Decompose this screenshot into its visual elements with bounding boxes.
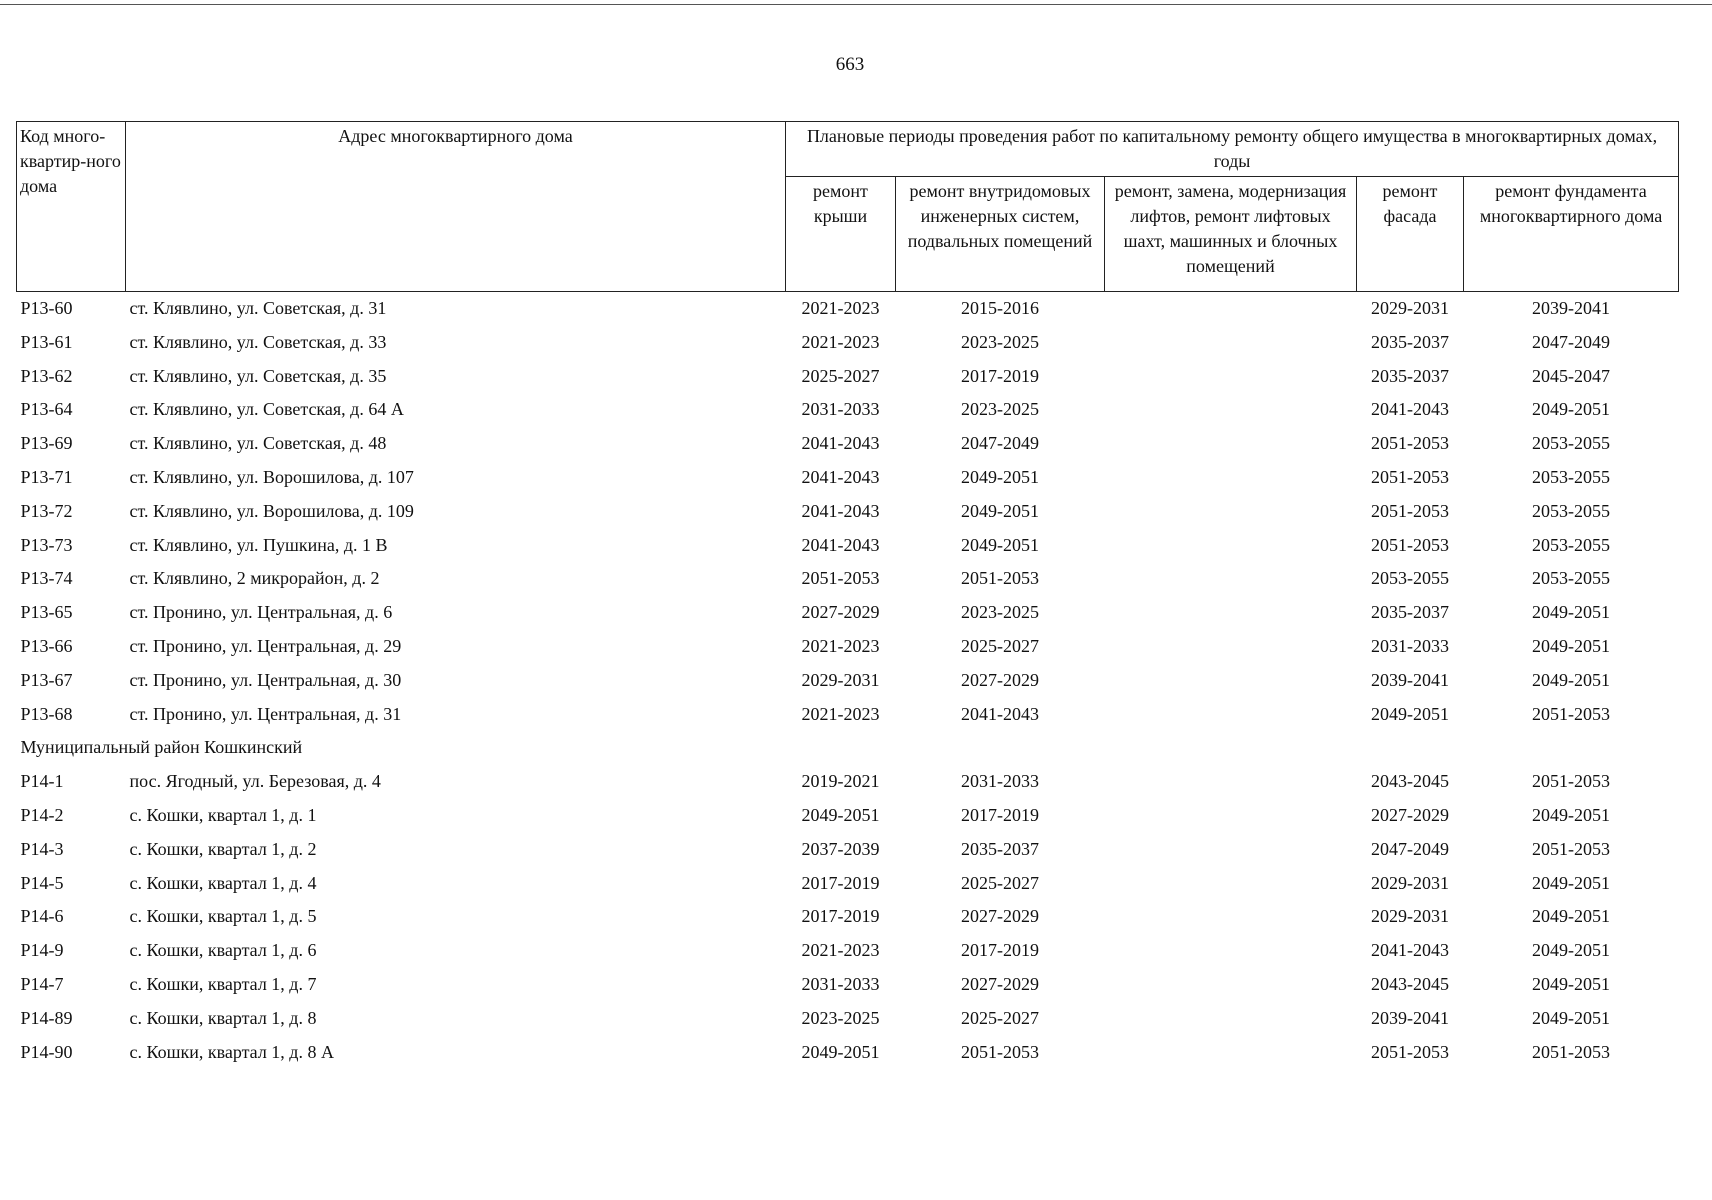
facade-period-cell: 2035-2037 (1371, 331, 1449, 352)
district-row (17, 731, 1679, 765)
header-roof: ремонт крыши (786, 177, 896, 292)
repair-schedule-table (16, 121, 1679, 1069)
table-row (17, 765, 1679, 799)
code-cell: Р14-3 (20, 838, 64, 859)
roof-period-cell: 2021-2023 (801, 703, 880, 724)
lifts-period-cell (1105, 867, 1357, 901)
address-cell: ст. Клявлино, ул. Советская, д. 48 (129, 433, 387, 454)
address-cell: с. Кошки, квартал 1, д. 8 (129, 1007, 317, 1028)
table-row (17, 698, 1679, 732)
systems-period-cell: 2051-2053 (961, 568, 1039, 589)
address-cell: ст. Пронино, ул. Центральная, д. 6 (129, 602, 393, 623)
foundation-period-cell: 2051-2053 (1532, 1041, 1611, 1062)
foundation-period-cell: 2053-2055 (1532, 500, 1611, 521)
lifts-period-cell (1105, 698, 1357, 732)
roof-period-cell: 2049-2051 (801, 804, 880, 825)
roof-period-cell: 2041-2043 (801, 534, 880, 555)
roof-period-cell: 2041-2043 (801, 466, 880, 487)
facade-period-cell: 2051-2053 (1371, 466, 1449, 487)
facade-period-cell: 2029-2031 (1371, 298, 1449, 318)
code-cell: Р13-68 (20, 703, 73, 724)
code-cell: Р14-7 (20, 973, 64, 994)
foundation-period-cell: 2053-2055 (1532, 568, 1611, 589)
systems-period-cell: 2035-2037 (961, 838, 1039, 859)
lifts-period-cell (1105, 630, 1357, 664)
lifts-period-cell (1105, 833, 1357, 867)
roof-period-cell: 2017-2019 (801, 906, 880, 927)
address-cell: ст. Клявлино, ул. Советская, д. 35 (129, 365, 387, 386)
systems-period-cell: 2023-2025 (961, 399, 1039, 420)
systems-period-cell: 2023-2025 (961, 602, 1039, 623)
systems-period-cell: 2047-2049 (961, 433, 1039, 454)
systems-period-cell: 2025-2027 (961, 1007, 1039, 1028)
code-cell: Р13-72 (20, 500, 73, 521)
lifts-period-cell (1105, 596, 1357, 630)
code-cell: Р13-65 (20, 602, 73, 623)
roof-period-cell: 2041-2043 (801, 433, 880, 454)
foundation-period-cell: 2039-2041 (1532, 298, 1611, 318)
address-cell: с. Кошки, квартал 1, д. 7 (129, 973, 317, 994)
systems-period-cell: 2031-2033 (961, 771, 1039, 792)
table-row (17, 326, 1679, 360)
header-planned-periods: Плановые периоды проведения работ по капитальному ремонту общего имущества в многоквартирных домах, годы (786, 122, 1679, 177)
facade-period-cell: 2029-2031 (1371, 872, 1449, 893)
systems-period-cell: 2027-2029 (961, 973, 1039, 994)
address-cell: ст. Клявлино, ул. Ворошилова, д. 107 (129, 466, 414, 487)
systems-period-cell: 2023-2025 (961, 331, 1039, 352)
table-row (17, 596, 1679, 630)
roof-period-cell: 2019-2021 (801, 771, 880, 792)
address-cell: ст. Клявлино, ул. Советская, д. 64 А (129, 399, 404, 420)
foundation-period-cell: 2053-2055 (1532, 534, 1611, 555)
table-row (17, 562, 1679, 596)
address-cell: ст. Клявлино, ул. Ворошилова, д. 109 (129, 500, 414, 521)
table-header (17, 122, 1679, 292)
foundation-period-cell: 2053-2055 (1532, 433, 1611, 454)
lifts-period-cell (1105, 1002, 1357, 1036)
systems-period-cell: 2049-2051 (961, 534, 1039, 555)
systems-period-cell: 2017-2019 (961, 365, 1039, 386)
facade-period-cell: 2043-2045 (1371, 973, 1449, 994)
facade-period-cell: 2035-2037 (1371, 602, 1449, 623)
table-row (17, 1036, 1679, 1070)
systems-period-cell: 2017-2019 (961, 804, 1039, 825)
roof-period-cell: 2027-2029 (801, 602, 880, 623)
lifts-period-cell (1105, 326, 1357, 360)
table-row (17, 900, 1679, 934)
code-cell: Р13-66 (20, 635, 73, 656)
lifts-period-cell (1105, 427, 1357, 461)
lifts-period-cell (1105, 495, 1357, 529)
systems-period-cell: 2027-2029 (961, 669, 1039, 690)
table-row (17, 427, 1679, 461)
code-cell: Р13-74 (20, 568, 73, 589)
code-cell: Р13-69 (20, 433, 73, 454)
table-row (17, 799, 1679, 833)
facade-period-cell: 2039-2041 (1371, 1007, 1449, 1028)
code-cell: Р14-90 (20, 1041, 73, 1062)
code-cell: Р13-64 (20, 399, 73, 420)
header-address: Адрес многоквартирного дома (126, 122, 786, 292)
code-cell: Р14-5 (20, 872, 64, 893)
systems-period-cell: 2027-2029 (961, 906, 1039, 927)
roof-period-cell: 2031-2033 (801, 399, 880, 420)
table-row (17, 461, 1679, 495)
table-row (17, 934, 1679, 968)
foundation-period-cell: 2049-2051 (1532, 906, 1611, 927)
header-code: Код много-квартир-ного дома (17, 122, 126, 292)
roof-period-cell: 2021-2023 (801, 635, 880, 656)
foundation-period-cell: 2049-2051 (1532, 1007, 1611, 1028)
table-row (17, 867, 1679, 901)
address-cell: ст. Клявлино, ул. Советская, д. 33 (129, 331, 387, 352)
facade-period-cell: 2051-2053 (1371, 534, 1449, 555)
district-name: Муниципальный район Кошкинский (20, 737, 303, 758)
code-cell: Р13-71 (20, 466, 73, 487)
foundation-period-cell: 2051-2053 (1532, 703, 1611, 724)
roof-period-cell: 2021-2023 (801, 940, 880, 961)
address-cell: ст. Клявлино, 2 микрорайон, д. 2 (129, 568, 380, 589)
lifts-period-cell (1105, 1036, 1357, 1070)
address-cell: ст. Пронино, ул. Центральная, д. 31 (129, 703, 402, 724)
table-body (17, 292, 1679, 1070)
roof-period-cell: 2029-2031 (801, 669, 880, 690)
lifts-period-cell (1105, 664, 1357, 698)
systems-period-cell: 2049-2051 (961, 466, 1039, 487)
header-systems: ремонт внутридомовых инженерных систем, подвальных помещений (896, 177, 1105, 292)
lifts-period-cell (1105, 799, 1357, 833)
address-cell: ст. Пронино, ул. Центральная, д. 30 (129, 669, 402, 690)
code-cell: Р13-73 (20, 534, 73, 555)
roof-period-cell: 2041-2043 (801, 500, 880, 521)
foundation-period-cell: 2049-2051 (1532, 973, 1611, 994)
address-cell: пос. Ягодный, ул. Березовая, д. 4 (129, 771, 381, 792)
address-cell: с. Кошки, квартал 1, д. 6 (129, 940, 317, 961)
facade-period-cell: 2051-2053 (1371, 500, 1449, 521)
address-cell: с. Кошки, квартал 1, д. 4 (129, 872, 317, 893)
lifts-period-cell (1105, 360, 1357, 394)
address-cell: ст. Клявлино, ул. Советская, д. 31 (129, 298, 387, 318)
roof-period-cell: 2025-2027 (801, 365, 880, 386)
foundation-period-cell: 2045-2047 (1532, 365, 1611, 386)
page-top-rule (0, 4, 1712, 5)
code-cell: Р14-9 (20, 940, 64, 961)
code-cell: Р14-89 (20, 1007, 73, 1028)
roof-period-cell: 2023-2025 (801, 1007, 880, 1028)
foundation-period-cell: 2049-2051 (1532, 940, 1611, 961)
systems-period-cell: 2041-2043 (961, 703, 1039, 724)
systems-period-cell: 2049-2051 (961, 500, 1039, 521)
facade-period-cell: 2053-2055 (1371, 568, 1449, 589)
address-cell: с. Кошки, квартал 1, д. 5 (129, 906, 317, 927)
table-row (17, 968, 1679, 1002)
header-lifts: ремонт, замена, модернизация лифтов, ремонт лифтовых шахт, машинных и блочных помещений (1105, 177, 1357, 292)
foundation-period-cell: 2047-2049 (1532, 331, 1611, 352)
foundation-period-cell: 2049-2051 (1532, 635, 1611, 656)
roof-period-cell: 2021-2023 (801, 298, 880, 318)
table-row (17, 630, 1679, 664)
facade-period-cell: 2047-2049 (1371, 838, 1449, 859)
address-cell: ст. Пронино, ул. Центральная, д. 29 (129, 635, 402, 656)
address-cell: с. Кошки, квартал 1, д. 8 А (129, 1041, 334, 1062)
lifts-period-cell (1105, 292, 1357, 326)
lifts-period-cell (1105, 529, 1357, 563)
facade-period-cell: 2039-2041 (1371, 669, 1449, 690)
table-row (17, 664, 1679, 698)
systems-period-cell: 2025-2027 (961, 635, 1039, 656)
table-row (17, 393, 1679, 427)
facade-period-cell: 2041-2043 (1371, 940, 1449, 961)
lifts-period-cell (1105, 765, 1357, 799)
lifts-period-cell (1105, 461, 1357, 495)
code-cell: Р13-61 (20, 331, 73, 352)
systems-period-cell: 2015-2016 (961, 298, 1039, 318)
lifts-period-cell (1105, 562, 1357, 596)
roof-period-cell: 2037-2039 (801, 838, 880, 859)
table-row (17, 292, 1679, 326)
code-cell: Р14-1 (20, 771, 64, 792)
facade-period-cell: 2027-2029 (1371, 804, 1449, 825)
table-row (17, 360, 1679, 394)
roof-period-cell: 2049-2051 (801, 1041, 880, 1062)
table-row (17, 495, 1679, 529)
lifts-period-cell (1105, 968, 1357, 1002)
systems-period-cell: 2051-2053 (961, 1041, 1039, 1062)
foundation-period-cell: 2053-2055 (1532, 466, 1611, 487)
facade-period-cell: 2043-2045 (1371, 771, 1449, 792)
roof-period-cell: 2021-2023 (801, 331, 880, 352)
facade-period-cell: 2041-2043 (1371, 399, 1449, 420)
header-facade: ремонт фасада (1357, 177, 1464, 292)
foundation-period-cell: 2049-2051 (1532, 669, 1611, 690)
facade-period-cell: 2031-2033 (1371, 635, 1449, 656)
foundation-period-cell: 2049-2051 (1532, 399, 1611, 420)
facade-period-cell: 2051-2053 (1371, 433, 1449, 454)
code-cell: Р13-67 (20, 669, 73, 690)
foundation-period-cell: 2049-2051 (1532, 872, 1611, 893)
facade-period-cell: 2035-2037 (1371, 365, 1449, 386)
document-sheet (16, 121, 1678, 1069)
facade-period-cell: 2029-2031 (1371, 906, 1449, 927)
table-row (17, 833, 1679, 867)
facade-period-cell: 2049-2051 (1371, 703, 1449, 724)
foundation-period-cell: 2051-2053 (1532, 771, 1611, 792)
roof-period-cell: 2051-2053 (801, 568, 880, 589)
facade-period-cell: 2051-2053 (1371, 1041, 1449, 1062)
systems-period-cell: 2025-2027 (961, 872, 1039, 893)
foundation-period-cell: 2049-2051 (1532, 602, 1611, 623)
code-cell: Р14-2 (20, 804, 64, 825)
roof-period-cell: 2031-2033 (801, 973, 880, 994)
code-cell: Р14-6 (20, 906, 64, 927)
table-row (17, 529, 1679, 563)
lifts-period-cell (1105, 934, 1357, 968)
lifts-period-cell (1105, 900, 1357, 934)
address-cell: с. Кошки, квартал 1, д. 1 (129, 804, 317, 825)
systems-period-cell: 2017-2019 (961, 940, 1039, 961)
lifts-period-cell (1105, 393, 1357, 427)
roof-period-cell: 2017-2019 (801, 872, 880, 893)
code-cell: Р13-62 (20, 365, 73, 386)
table-row (17, 1002, 1679, 1036)
foundation-period-cell: 2051-2053 (1532, 838, 1611, 859)
address-cell: ст. Клявлино, ул. Пушкина, д. 1 В (129, 534, 388, 555)
code-cell: Р13-60 (20, 298, 73, 318)
foundation-period-cell: 2049-2051 (1532, 804, 1611, 825)
page-number: 663 (835, 54, 865, 75)
address-cell: с. Кошки, квартал 1, д. 2 (129, 838, 317, 859)
header-foundation: ремонт фундамента многоквартирного дома (1464, 177, 1679, 292)
